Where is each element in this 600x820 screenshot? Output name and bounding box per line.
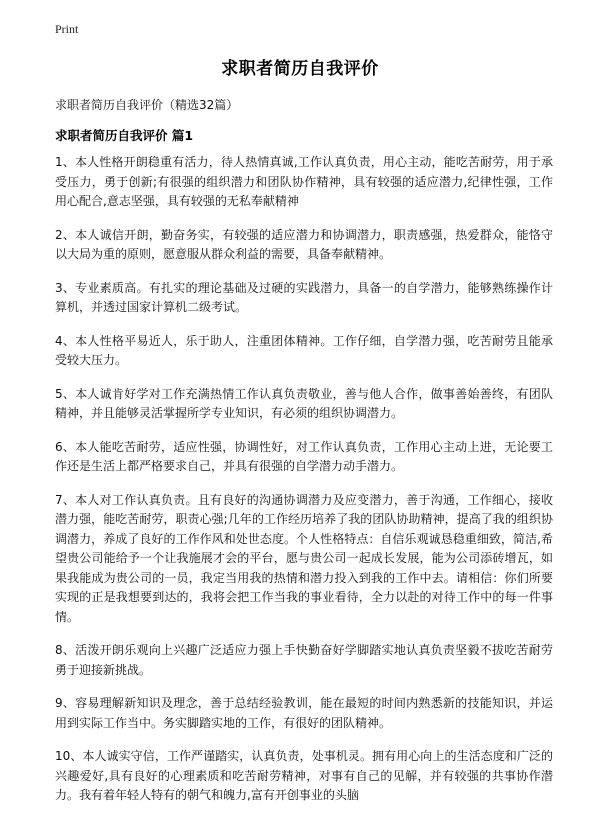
paragraph-1: 1、本人性格开朗稳重有活力，待人热情真诚,工作认真负责，用心主动，能吃苦耐劳，用于承受压力，勇于创新;有很强的组织潜力和团队协作精神，具有较强的适应潜力,纪律性强，工作用心配合,意志坚强，具有较强的无私奉献精神	[55, 155, 553, 208]
document-body	[55, 153, 553, 820]
paragraph-8: 8、活泼开朗乐观向上兴趣广泛适应力强上手快勤奋好学脚踏实地认真负责坚毅不拔吃苦耐劳勇于迎接新挑战。	[55, 643, 553, 677]
paragraph-9: 9、容易理解新知识及理念，善于总结经验教训，能在最短的时间内熟悉新的技能知识，并运用到实际工作当中。务实脚踏实地的工作，有很好的团队精神。	[55, 696, 553, 730]
print-label[interactable]: Print	[55, 22, 79, 36]
paragraph-2: 2、本人诚信开朗，勤奋务实，有较强的适应潜力和协调潜力，职责感强，热爱群众，能恪守以大局为重的原则，愿意服从群众利益的需要，具备奉献精神。	[55, 227, 553, 261]
paragraph-10: 10、本人诚实守信，工作严谨踏实，认真负责，处事机灵。拥有用心向上的生活态度和广泛的兴趣爱好,具有良好的心理素质和吃苦耐劳精神，对事有自己的见解，并有较强的共事协作潜力。我有着年轻人特有的朝气和魄力,富有开创事业的头脑	[55, 749, 553, 802]
page-title: 求职者简历自我评价	[221, 59, 379, 79]
paragraph-4: 4、本人性格平易近人，乐于助人，注重团体精神。工作仔细，自学潜力强，吃苦耐劳且能承受较大压力。	[55, 333, 553, 367]
paragraph-6: 6、本人能吃苦耐劳，适应性强，协调性好，对工作认真负责，工作用心主动上进，无论要工作还是生活上都严格要求自己，并具有很强的自学潜力动手潜力。	[55, 439, 553, 473]
paragraph-3: 3、专业素质高。有扎实的理论基础及过硬的实践潜力，具备一的自学潜力，能够熟练操作计算机，并透过国家计算机二级考试。	[55, 280, 553, 314]
paragraph-7: 7、本人对工作认真负责。且有良好的沟通协调潜力及应变潜力，善于沟通，工作细心，接收潜力强，能吃苦耐劳，职责心强;几年的工作经历培养了我的团队协助精神，提高了我的组织协调潜力，养成了良好的工作作风和处世态度。个人性格特点：自信乐观诚恳稳重细致，简洁,希望贵公司能给予一个让我施展才会的平台，愿与贵公司一起成长发展，能为公司添砖增瓦，如果我能成为贵公司的一员，我定当用我的热情和潜力投入到我的工作中去。请相信：你们所要实现的正是我想要到达的，我将会把工作当我的事业看待，全力以赴的对待工作中的每一件事情。	[55, 492, 553, 624]
document-subtitle: 求职者简历自我评价（精选32篇）	[55, 98, 239, 112]
paragraph-5: 5、本人诚肯好学对工作充满热情工作认真负责敬业，善与他人合作，做事善始善终，有团队精神，并且能够灵活掌握所学专业知识，有必须的组织协调潜力。	[55, 386, 553, 420]
section-heading: 求职者简历自我评价 篇1	[55, 128, 194, 143]
